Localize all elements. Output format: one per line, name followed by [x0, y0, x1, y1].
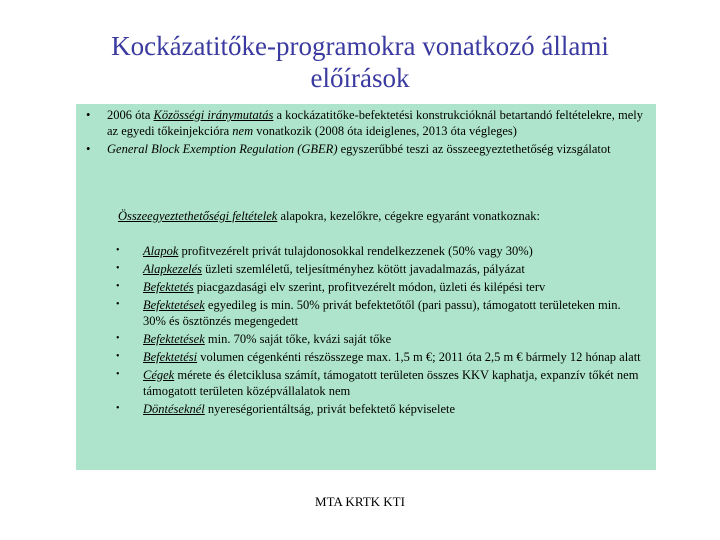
emphasis-text: nem [232, 124, 254, 138]
slide-title [60, 30, 660, 94]
bullet-icon: • [116, 245, 120, 256]
bullet-icon: • [116, 299, 120, 310]
bullet-icon: • [116, 281, 120, 292]
bullet-icon: • [116, 369, 120, 380]
emphasis-text: General Block Exemption Regulation (GBER) [107, 142, 338, 156]
sub-bullet-item: • Befektetési volumen cégenkénti részösszege max. 1,5 m €; 2011 óta 2,5 m € bármely 12 hónap alatt [116, 350, 641, 364]
footer-text: MTA KRTK KTI [315, 494, 405, 509]
sub-bullet-item: • Cégek mérete és életciklusa számít, támogatott területen összes KKV kaphatja, expanzív tőkét nem támogatott területen középvállalatok nem [116, 368, 639, 398]
emphasis-text: Közösségi iránymutatás [153, 108, 274, 122]
conditions-heading: Összeegyeztethetőségi feltételek alapokra, kezelőkre, cégekre egyaránt vonatkoznak: [118, 209, 541, 223]
bullet-icon: • [116, 263, 120, 274]
sub-bullet-item: • Befektetés piacgazdasági elv szerint, profitvezérelt módon, üzleti és kilépési terv [116, 280, 546, 294]
bullet-icon: • [86, 108, 91, 122]
sub-bullet-item: • Alapkezelés üzleti szemléletű, teljesítményhez kötött javadalmazás, pályázat [116, 262, 525, 276]
bullet-icon: • [116, 403, 120, 414]
sub-bullet-item: • Befektetések egyedileg is min. 50% privát befektetőtől (pari passu), támogatott területeken min. 30% és ösztönzés megengedett [116, 298, 621, 328]
slide-title-line-1: Kockázatitőke-programokra vonatkozó állami [111, 31, 609, 61]
top-bullet-item: • 2006 óta Közösségi iránymutatás a kockázatitőke-befektetési konstrukcióknál betartandó feltételekre, mely az egyedi tőkeinjekcióra nem vonatkozik (2008 óta ideiglenes, 2013 óta végleges) [86, 108, 643, 138]
sub-bullet-item: • Befektetések min. 70% saját tőke, kvázi saját tőke [116, 332, 392, 346]
top-bullet-item: • General Block Exemption Regulation (GBER) egyszerűbbé teszi az összeegyeztethetőség vizsgálatot [86, 142, 611, 156]
bullet-icon: • [116, 351, 120, 362]
sub-bullet-list [116, 243, 646, 419]
emphasis-text: Összeegyeztethetőségi feltételek [118, 209, 278, 223]
bullet-icon: • [86, 142, 91, 156]
sub-bullet-item: • Döntéseknél nyereségorientáltság, privát befektető képviselete [116, 402, 456, 416]
sub-bullet-item: • Alapok profitvezérelt privát tulajdonosokkal rendelkezzenek (50% vagy 30%) [116, 244, 533, 258]
top-bullet-list [84, 107, 644, 159]
bullet-icon: • [116, 333, 120, 344]
slide-title-line-2: előírások [310, 63, 410, 93]
